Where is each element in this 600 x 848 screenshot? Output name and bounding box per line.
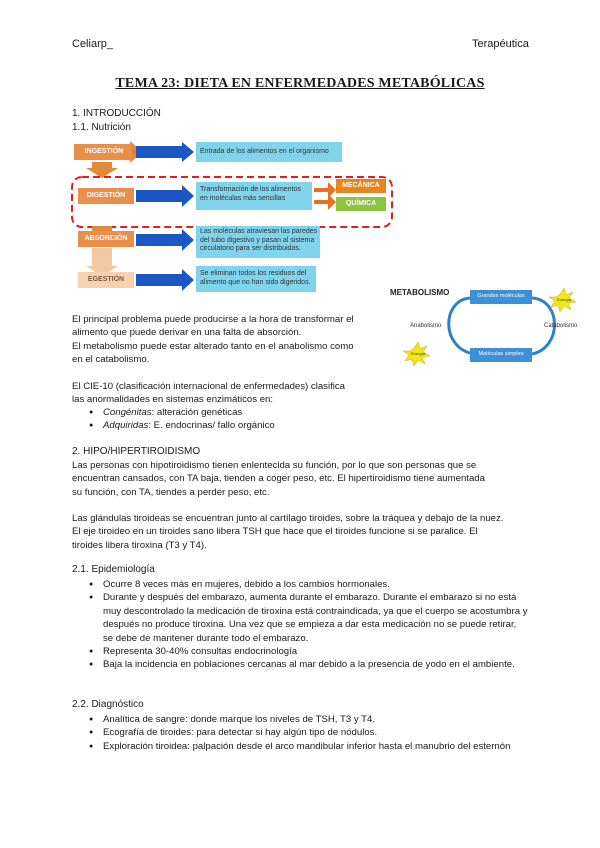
section-2-paragraph-1: Las personas con hipotiroidismo tienen enlentecida su función, por lo que son personas que se encuentran cansados, con TA baja, tienden a coger peso, etc. El hipertiroidismo tiene aumentada su función, con TA, tiendes a perder peso, etc.	[72, 460, 485, 498]
list-item: ● Ocurre 8 veces más en mujeres, debido a los cambios hormonales.	[86, 578, 528, 591]
anabolismo-label: Anabolismo	[410, 323, 442, 329]
metabolism-cycle	[449, 298, 555, 354]
absorcion-blue-arrow	[136, 229, 194, 251]
list-item: ● Durante y después del embarazo, aumenta durante el embarazo. Durante el embarazo si no está muy descontrolado la medicación de tiroxina está contraindicada, ya que el cuerpo se acostumbra y después no produce tiroxina. Una vez que se empieza a dar esta medicación no se puede retirar, se debe de mantener durante todo el embarazo.	[86, 591, 528, 645]
list-item: ● Analítica de sangre: donde marque los niveles de TSH, T3 y T4.	[86, 713, 516, 726]
page-title: TEMA 23: DIETA EN ENFERMEDADES METABÓLICAS	[115, 76, 485, 91]
list-item: ● Baja la incidencia en poblaciones cercanas al mar debido a la presencia de yodo en el ambiente.	[86, 658, 528, 671]
ingestion-blue-arrow	[136, 142, 194, 162]
section-2-1-heading: 2.1. Epidemiología	[72, 564, 155, 575]
down-arrow-1	[86, 162, 118, 178]
quimica-arrow	[314, 194, 336, 210]
egestion-label: EGESTIÓN	[87, 276, 125, 283]
list-item: ● Representa 30-40% consultas endocrinología	[86, 645, 528, 658]
energy-label-left: Energía	[411, 351, 426, 356]
mecanica-label: MECÁNICA	[342, 182, 380, 189]
list-item: ● Exploración tiroidea: palpación desde el arco mandibular inferior hasta el manubrio del esternón	[86, 740, 516, 753]
section-2-heading: 2. HIPO/HIPERTIROIDISMO	[72, 446, 201, 457]
metabolism-top-label: Grandes moléculas	[477, 293, 525, 299]
nutrition-diagram	[70, 138, 400, 298]
section-2-2-heading: 2.2. Diagnóstico	[72, 699, 144, 710]
section-1-heading: 1. INTRODUCCIÓN	[72, 108, 161, 119]
epidemiologia-list	[86, 578, 528, 672]
section-2-paragraph-2: Las glándulas tiroideas se encuentran junto al cartílago tiroides, sobre la tráquea y debajo de la nuez. El eje tiroideo en un tiroides sano libera TSH que hace que el tiroides funcione si se paralice. El tiroides libera tiroxina (T3 y T4).	[72, 513, 504, 551]
mecanica-arrow	[314, 182, 336, 198]
ingestion-label: INGESTIÓN	[84, 148, 124, 155]
quimica-label: QUÍMICA	[345, 200, 377, 207]
egestion-blue-arrow	[136, 269, 194, 291]
metabolism-title: METABOLISMO	[390, 288, 450, 297]
paragraph-1: El principal problema puede producirse a la hora de transformar el alimento que puede derivar en una falta de absorción. El metabolismo puede estar alterado tanto en el anabolismo como en el catabolismo.	[72, 314, 354, 366]
digestion-desc: Transformación de los alimentos en moléculas más sencillas	[200, 186, 301, 202]
header-right: Terapéutica	[472, 38, 529, 50]
metabolism-bottom-label: Moléculas simples	[478, 351, 524, 357]
list-item: ● Adquiridas: E. endocrinas/ fallo orgánico	[86, 419, 386, 432]
list-item: ● Congénitas: alteración genéticas	[86, 406, 386, 419]
egestion-desc: Se eliminan todos los residuos del alimento que no han sido digeridos.	[200, 270, 311, 286]
header-left: Celiarp_	[72, 38, 113, 50]
down-arrow-3	[86, 248, 118, 276]
paragraph-2: El CIE-10 (clasificación internacional de enfermedades) clasifica las anormalidades en sistemas enzimáticos en:	[72, 381, 346, 406]
catabolismo-label: Catabolismo	[544, 323, 578, 329]
cie10-list	[86, 406, 386, 433]
absorcion-label: ABSORCIÓN	[84, 235, 128, 242]
ingestion-desc: Entrada de los alimentos en el organismo	[200, 148, 329, 155]
metabolism-diagram	[390, 286, 580, 376]
section-1-1-heading: 1.1. Nutrición	[72, 122, 131, 133]
energy-label-right: Energía	[557, 297, 572, 302]
absorcion-desc: Las moléculas atraviesan las paredes del tubo digestivo y pasan al sistema circulatorio para ser distribuidas.	[200, 228, 318, 252]
diagnostico-list	[86, 713, 516, 753]
digestion-label: DIGESTIÓN	[86, 192, 126, 199]
digestion-blue-arrow	[136, 185, 194, 207]
list-item: ● Ecografía de tiroides: para detectar si hay algún tipo de nódulos.	[86, 726, 516, 739]
